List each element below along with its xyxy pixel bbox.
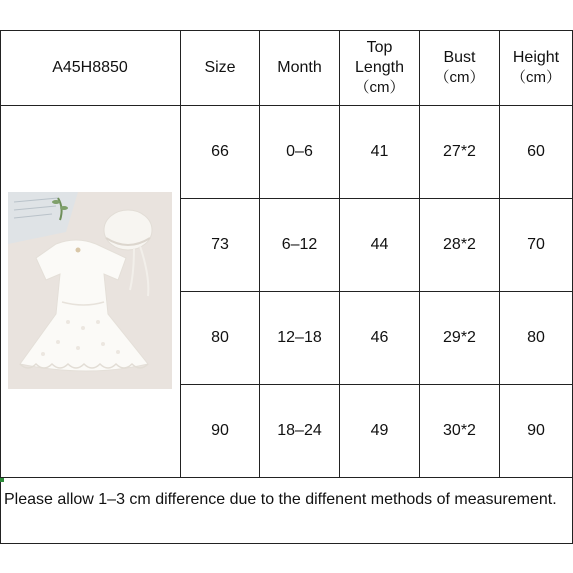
grid-line-left — [0, 30, 1, 544]
row3-top-length: 46 — [370, 329, 389, 346]
row1-top-length: 41 — [370, 143, 389, 160]
row3-height: 80 — [527, 329, 545, 346]
row1-height: 60 — [527, 143, 545, 160]
row3-size: 80 — [211, 329, 229, 346]
row2-month: 6–12 — [281, 236, 318, 253]
row1-size: 66 — [211, 143, 229, 160]
measurement-note: Please allow 1–3 cm difference due to the diffenent methods of measurement. — [4, 491, 557, 508]
row3-bust: 29*2 — [443, 329, 476, 346]
header-height-label: Height — [512, 49, 560, 66]
header-month: Month — [277, 59, 322, 76]
header-top-length-line1: Top — [366, 39, 393, 56]
header-top-length-line2: Length — [355, 59, 404, 76]
romper-dress-illustration — [8, 192, 172, 389]
header-size: Size — [204, 59, 236, 76]
product-photo — [8, 192, 172, 389]
corner-marker — [0, 478, 4, 482]
header-top-length-unit: （cm） — [354, 79, 405, 96]
row4-top-length: 49 — [370, 422, 389, 439]
row4-height: 90 — [527, 422, 545, 439]
row2-bust: 28*2 — [443, 236, 476, 253]
row4-bust: 30*2 — [443, 422, 476, 439]
row4-month: 18–24 — [277, 422, 322, 439]
header-height-unit: （cm） — [511, 69, 561, 86]
row2-size: 73 — [211, 236, 229, 253]
header-height — [500, 31, 572, 105]
header-top-length — [340, 31, 419, 105]
header-bust — [420, 31, 499, 105]
row3-month: 12–18 — [277, 329, 322, 346]
row4-size: 90 — [211, 422, 229, 439]
row2-height: 70 — [527, 236, 545, 253]
row1-month: 0–6 — [286, 143, 313, 160]
grid-line-bottom — [0, 543, 572, 544]
row2-top-length: 44 — [370, 236, 389, 253]
row1-bust: 27*2 — [443, 143, 476, 160]
header-bust-label: Bust — [443, 49, 476, 66]
grid-line-table-bottom — [0, 477, 572, 478]
header-bust-unit: （cm） — [434, 69, 485, 86]
model-code: A45H8850 — [52, 59, 128, 76]
